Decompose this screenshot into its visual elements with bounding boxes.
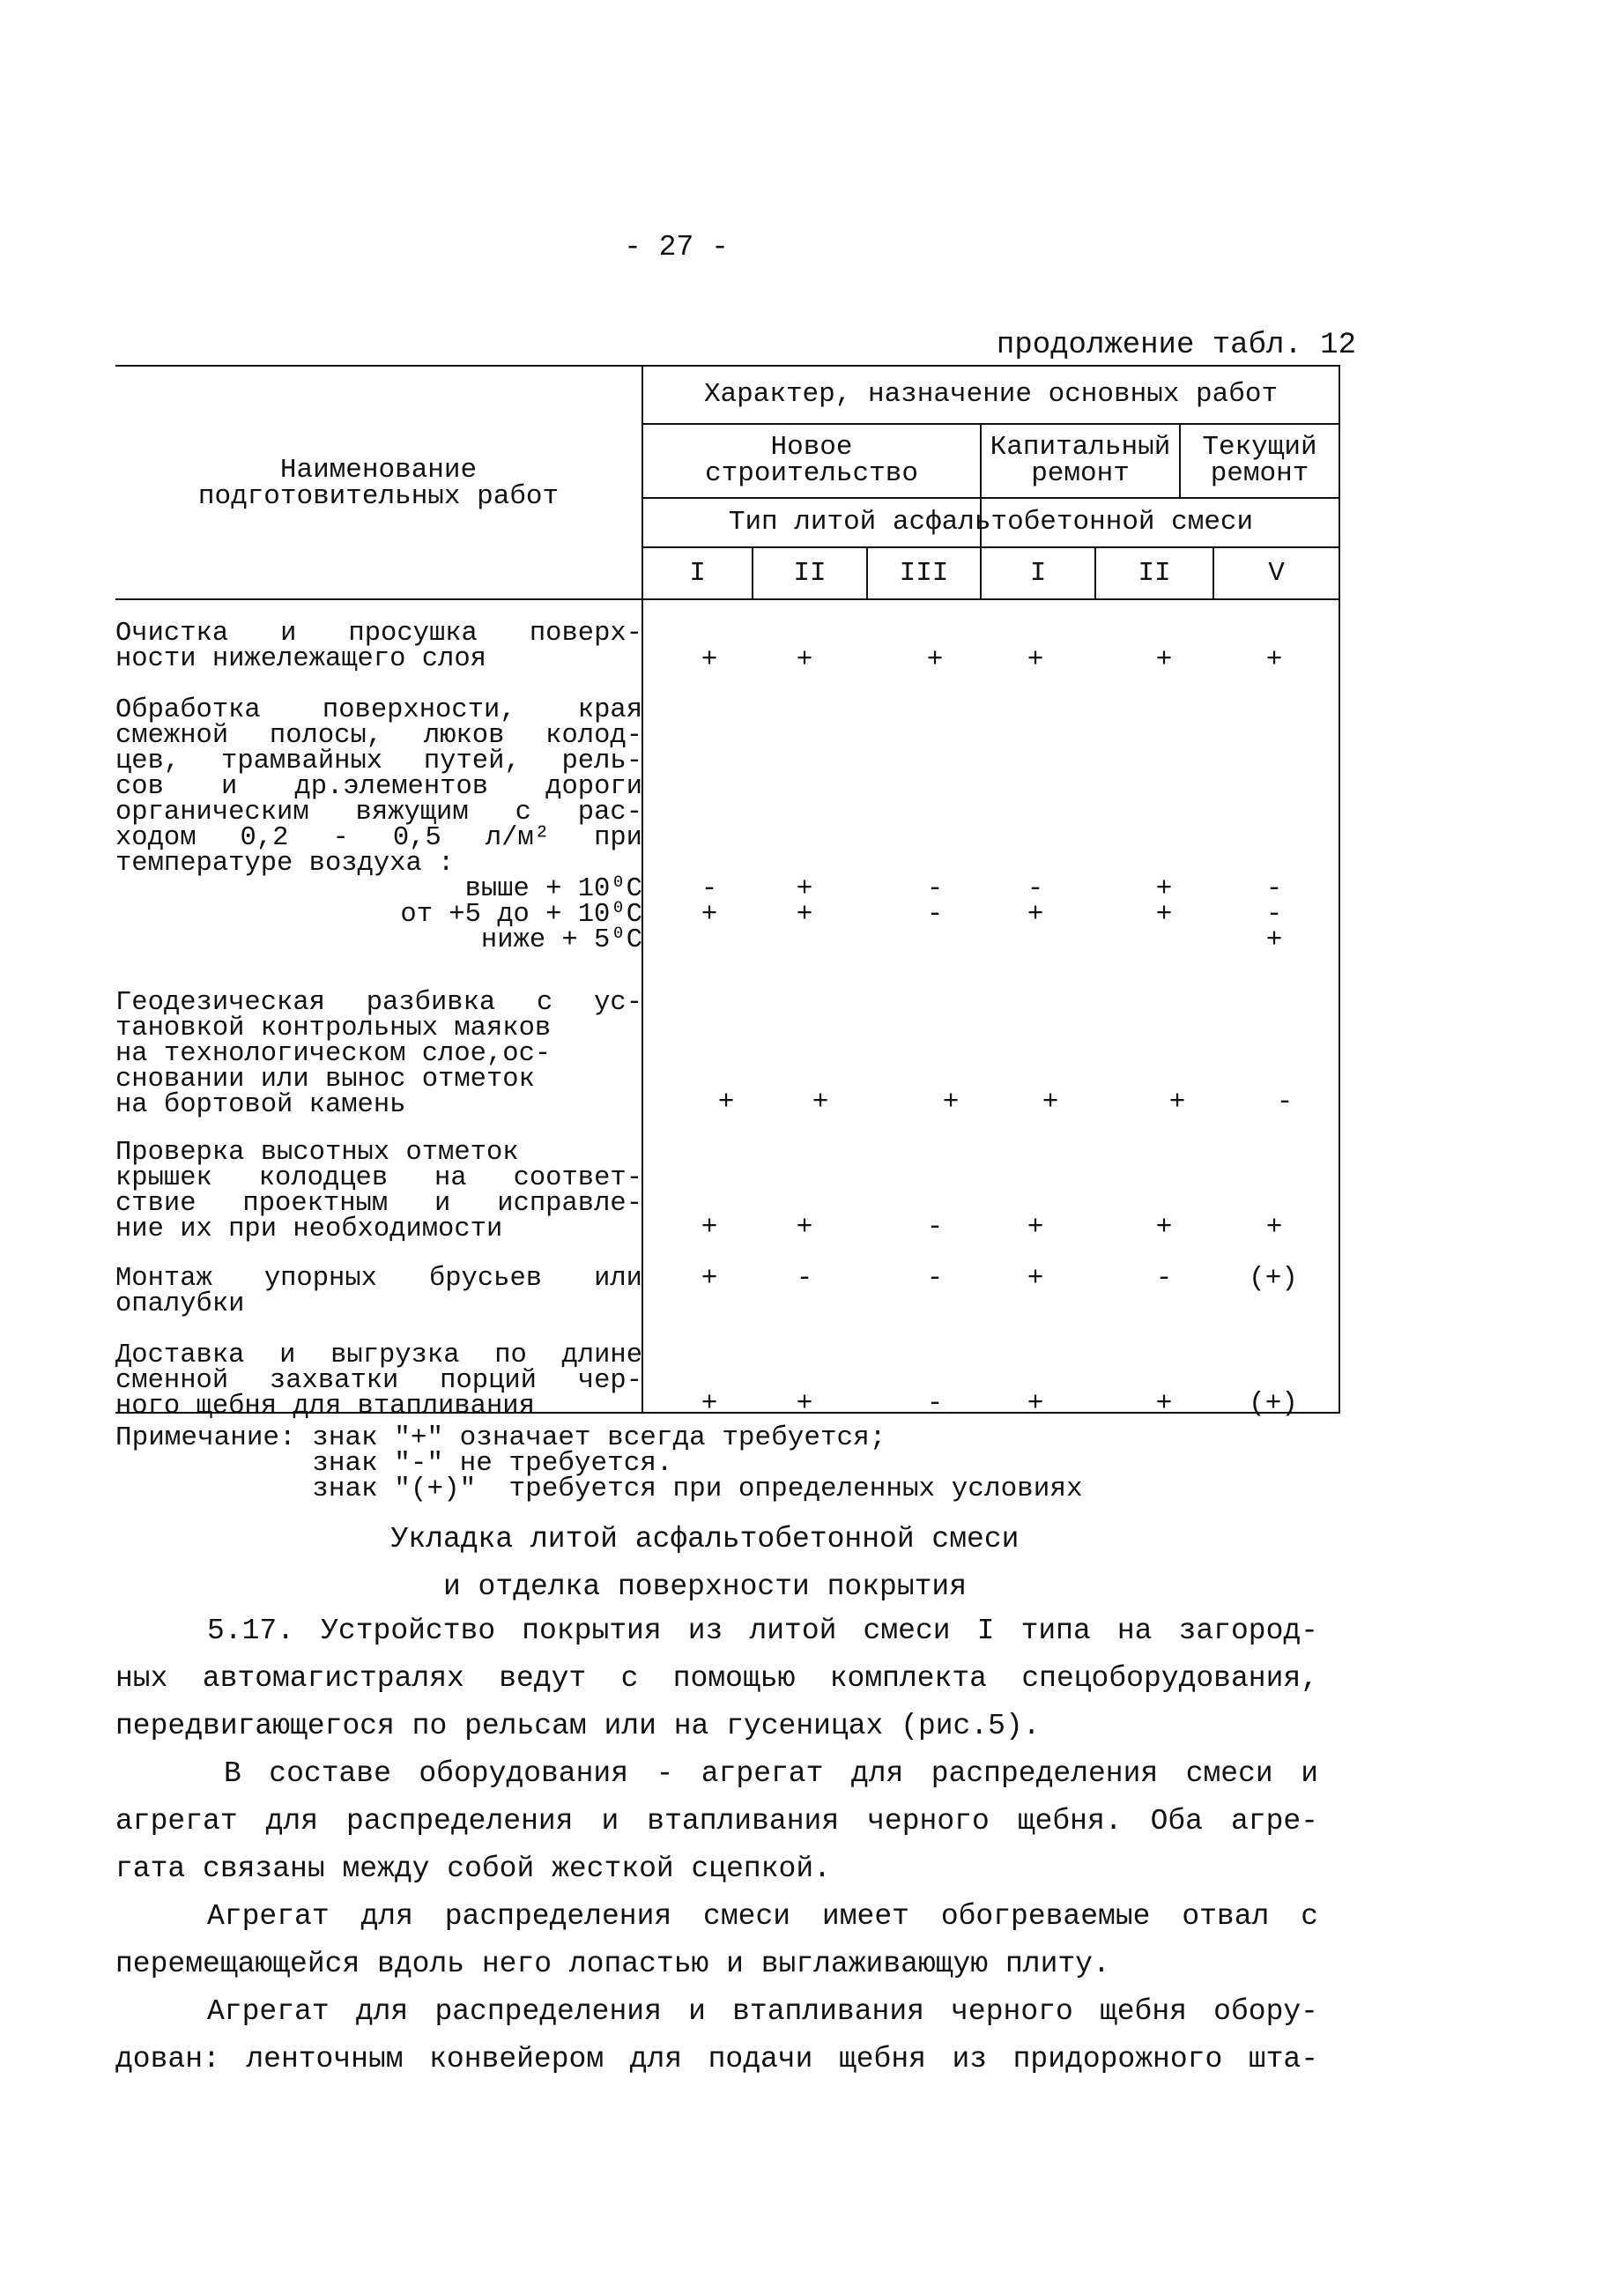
requirement-mark: - xyxy=(926,899,944,930)
section-heading: и отделка поверхности покрытия xyxy=(442,1570,968,1603)
type-header-cell: III xyxy=(899,557,949,589)
table-row-name xyxy=(115,988,642,1120)
requirement-mark: + xyxy=(1042,1087,1059,1118)
type-header-cell: II xyxy=(1138,557,1171,589)
name-column-header-line: подготовительных работ xyxy=(197,481,560,512)
new-construction-header xyxy=(643,425,980,497)
requirement-mark: + xyxy=(1027,1212,1044,1243)
temperature-label: от +5 до + 10⁰С xyxy=(400,900,642,930)
note-line: знак "(+)" требуется при определенных условиях xyxy=(312,1474,1083,1504)
row-name-line: ствие проектным и исправле- xyxy=(115,1189,642,1219)
row-name-line: сов и др.элементов дороги xyxy=(115,772,642,802)
paragraph-line: ных автомагистралях ведут с помощью комплекта спецоборудования, xyxy=(115,1662,1318,1695)
requirement-mark: + xyxy=(812,1087,829,1118)
row-name-line: Обработка поверхности, края xyxy=(115,695,642,725)
type-header-cell: V xyxy=(1268,557,1285,589)
requirement-mark: + xyxy=(701,1388,718,1419)
header-line: Текущий xyxy=(1202,432,1317,463)
paragraph-line: Агрегат для распределения смеси имеет обогреваемые отвал с xyxy=(207,1900,1318,1933)
paragraph-line: перемещающейся вдоль него лопастью и выглаживающую плиту. xyxy=(115,1948,1110,1980)
requirement-mark: + xyxy=(1027,1263,1044,1294)
requirement-mark: + xyxy=(701,1263,718,1294)
row-name-line: на технологическом слое,ос- xyxy=(115,1039,552,1069)
type-header-cell: I xyxy=(689,557,706,589)
requirement-mark: - xyxy=(796,1263,813,1294)
row-name-line: сновании или вынос отметок xyxy=(115,1065,535,1095)
requirement-mark: + xyxy=(1155,644,1173,675)
requirement-mark: + xyxy=(1155,873,1173,904)
requirement-mark: + xyxy=(1265,924,1283,955)
table-row-name xyxy=(115,1140,642,1243)
paragraph-line: В составе оборудования - агрегат для распределения смеси и xyxy=(224,1757,1318,1790)
header-line: Новое xyxy=(770,432,853,463)
row-name-line: Очистка и просушка поверх- xyxy=(115,619,642,649)
row-name-line: на бортовой камень xyxy=(115,1090,406,1120)
requirement-mark: - xyxy=(1027,873,1044,904)
row-name-line: ние их при необходимости xyxy=(115,1214,503,1244)
row-name-line: опалубки xyxy=(115,1289,245,1319)
row-name-line: ходом 0,2 - 0,5 л/м² при xyxy=(115,823,642,853)
name-column-header xyxy=(115,418,641,550)
requirement-mark: + xyxy=(1027,644,1044,675)
row-name-line: тановкой контрольных маяков xyxy=(115,1014,552,1043)
table-caption: продолжение табл. 12 xyxy=(996,329,1356,362)
current-repair-header xyxy=(1181,425,1339,497)
requirement-mark: + xyxy=(1155,1212,1173,1243)
note-line: знак "+" означает всегда требуется; xyxy=(312,1422,886,1453)
requirement-mark: - xyxy=(1155,1263,1173,1294)
paragraph xyxy=(115,1893,1318,1988)
page-number: - 27 - xyxy=(624,231,729,264)
requirement-mark: + xyxy=(1265,644,1283,675)
mix-type-header: Тип литой асфальтобетонной смеси xyxy=(728,507,1254,538)
table-right-rule xyxy=(1339,365,1340,1414)
section-heading: Укладка литой асфальтобетонной смеси xyxy=(390,1523,1020,1556)
table-row-name xyxy=(115,1340,642,1422)
row-name-line: сменной захватки порций чер- xyxy=(115,1366,642,1396)
row-name-line: смежной полосы, люков колод- xyxy=(115,721,642,751)
requirement-mark: + xyxy=(796,899,813,930)
requirement-mark: - xyxy=(926,1212,944,1243)
table-row-name xyxy=(115,1266,642,1318)
requirement-mark: + xyxy=(1155,1388,1173,1419)
paragraph-line: передвигающегося по рельсам или на гусеницах (рис.5). xyxy=(115,1710,1041,1742)
row-name-line: цев, трамвайных путей, рель- xyxy=(115,746,642,776)
requirement-mark: + xyxy=(942,1087,960,1118)
header-line: строительство xyxy=(705,458,918,489)
paragraph-line: агрегат для распределения и втапливания черного щебня. Оба агре- xyxy=(115,1805,1318,1838)
header-line: Капитальный xyxy=(990,432,1171,463)
paragraph xyxy=(115,1608,1318,1750)
row-name-line: Проверка высотных отметок xyxy=(115,1138,519,1168)
table-note xyxy=(115,1422,1083,1504)
type-header-cell: II xyxy=(793,557,827,589)
requirement-mark: - xyxy=(926,1388,944,1419)
requirement-mark: + xyxy=(796,1388,813,1419)
row-name-line: ного щебня для втапливания xyxy=(115,1392,535,1422)
row-name-line: Доставка и выгрузка по длине xyxy=(115,1340,642,1370)
requirement-mark: - xyxy=(701,873,718,904)
paragraph-line: гата связаны между собой жесткой сцепкой. xyxy=(115,1853,831,1885)
row-name-line: ности нижележащего слоя xyxy=(115,644,486,674)
requirement-mark: + xyxy=(1265,1212,1283,1243)
paragraph xyxy=(115,1988,1318,2083)
row-name-line: Монтаж упорных брусьев или xyxy=(115,1264,642,1294)
works-table xyxy=(115,365,1358,1422)
row-name-line: Геодезическая разбивка с ус- xyxy=(115,988,642,1018)
requirement-mark: - xyxy=(1265,899,1283,930)
row-name-line: крышек колодцев на соответ- xyxy=(115,1163,642,1193)
requirement-mark: + xyxy=(1027,1388,1044,1419)
requirement-mark: - xyxy=(926,873,944,904)
requirement-mark: + xyxy=(701,899,718,930)
paragraph-line: дован: ленточным конвейером для подачи щебня из придорожного шта- xyxy=(115,2043,1318,2075)
note-line: знак "-" не требуется. xyxy=(312,1448,673,1479)
header-line: ремонт xyxy=(1031,458,1130,489)
requirement-mark: (+) xyxy=(1249,1263,1298,1294)
note-label: Примечание: xyxy=(115,1422,296,1453)
requirement-mark: + xyxy=(796,873,813,904)
table-row-name xyxy=(115,621,642,672)
temperature-label: ниже + 5⁰С xyxy=(480,925,642,955)
requirement-mark: + xyxy=(796,644,813,675)
capital-repair-header xyxy=(982,425,1179,497)
requirement-mark: - xyxy=(1276,1087,1294,1118)
temperature-label: выше + 10⁰С xyxy=(464,874,642,904)
requirement-mark: + xyxy=(701,644,718,675)
table-row-name xyxy=(115,695,642,955)
row-name-line: температуре воздуха : xyxy=(115,849,455,879)
requirement-mark: + xyxy=(717,1087,735,1118)
requirement-mark: + xyxy=(926,644,944,675)
requirement-mark: + xyxy=(1027,899,1044,930)
paragraph-line: Агрегат для распределения и втапливания черного щебня обору- xyxy=(207,1995,1318,2028)
requirement-mark: - xyxy=(1265,873,1283,904)
header-line: ремонт xyxy=(1210,458,1309,489)
requirement-mark: - xyxy=(926,1263,944,1294)
paragraph xyxy=(115,1750,1318,1893)
requirement-mark: + xyxy=(1168,1087,1186,1118)
requirement-mark: (+) xyxy=(1249,1388,1298,1419)
paragraph-line: 5.17. Устройство покрытия из литой смеси I типа на загород- xyxy=(207,1615,1318,1647)
header-bottom-rule xyxy=(115,598,1340,600)
row-name-line: органическим вяжущим с рас- xyxy=(115,798,642,828)
name-column-header-line: Наименование xyxy=(279,455,478,486)
requirement-mark: + xyxy=(796,1212,813,1243)
requirement-mark: + xyxy=(1155,899,1173,930)
type-header-cell: I xyxy=(1029,557,1047,589)
requirement-mark: + xyxy=(701,1212,718,1243)
works-group-header: Характер, назначение основных работ xyxy=(703,379,1279,410)
